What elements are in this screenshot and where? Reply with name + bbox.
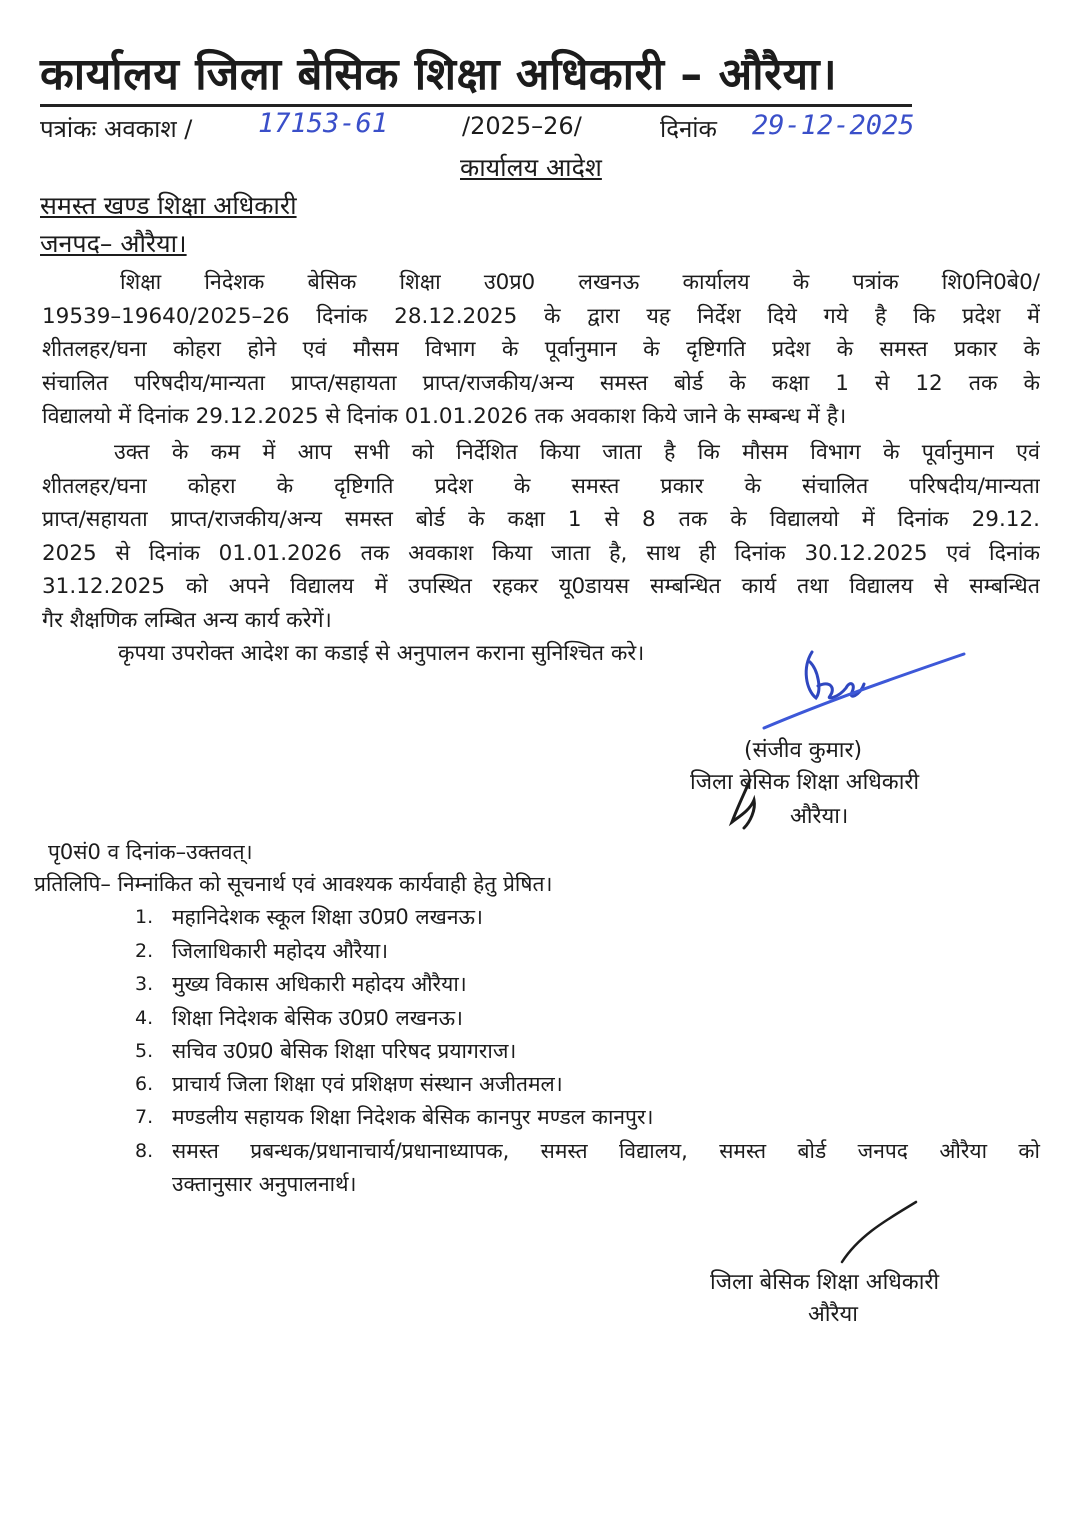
list-item-number: 2. [135,940,154,962]
signatory-place: औरैया। [790,804,849,829]
paragraph-line: उक्त के कम में आप सभी को निर्देशित किया जाता है कि मौसम विभाग के पूर्वानुमान एवं [114,440,1040,465]
paragraph-line: प्राप्त/सहायता प्राप्त/राजकीय/अन्य समस्त बोर्ड के कक्षा 1 से 8 तक के विद्यालयो में दिनांक 29.12. [42,507,1040,533]
list-item-text: मुख्य विकास अधिकारी महोदय औरैया। [172,972,467,996]
reference-number-handwritten: 17153-61 [258,108,389,139]
list-item-text: महानिदेशक स्कूल शिक्षा उ0प्र0 लखनऊ। [172,905,483,929]
paragraph-line: गैर शैक्षणिक लम्बित अन्य कार्य करेगें। [42,607,332,633]
body-paragraph-2 [42,436,1040,638]
date-handwritten: 29-12-2025 [752,110,915,141]
list-item-number: 4. [135,1007,154,1029]
paragraph-line: शीतलहर/घना कोहरा होने एवं मौसम विभाग के पूर्वानुमान के दृष्टिगति प्रदेश के समस्त प्रकार के [42,337,1040,363]
list-item-text: सचिव उ0प्र0 बेसिक शिक्षा परिषद प्रयागराज। [172,1039,517,1063]
copy-intro: प्रतिलिपि– निम्नांकित को सूचनार्थ एवं आवश्यक कार्यवाही हेतु प्रेषित। [34,872,553,896]
list-item-number: 7. [135,1106,154,1128]
addressee-line-2: जनपद– औरैया। [40,229,187,258]
list-item-number: 6. [135,1073,154,1095]
list-item-number: 1. [135,906,154,928]
signatory-name: (संजीव कुमार) [744,738,863,763]
list-item-text: समस्त प्रबन्धक/प्रधानाचार्य/प्रधानाध्यापक, समस्त विद्यालय, समस्त बोर्ड जनपद औरैया को [172,1139,1040,1163]
reference-session: /2025–26/ [462,112,582,140]
copy-reference-line: पृ0सं0 व दिनांक–उक्तवत्। [48,840,253,864]
officer-signature [760,640,980,740]
signatory-designation: जिला बेसिक शिक्षा अधिकारी [690,770,920,795]
date-label: दिनांक [660,115,717,143]
list-item-text-continued: उक्तानुसार अनुपालनार्थ। [172,1172,357,1196]
paragraph-line: 2025 से दिनांक 01.01.2026 तक अवकाश किया जाता है, साथ ही दिनांक 30.12.2025 एवं दिनांक [42,540,1040,566]
footer-designation: जिला बेसिक शिक्षा अधिकारी [710,1270,940,1295]
paragraph-line: 19539–19640/2025–26 दिनांक 28.12.2025 के द्वारा यह निर्देश दिये गये है कि प्रदेश में [42,303,1040,329]
paragraph-line: संचालित परिषदीय/मान्यता प्राप्त/सहायता प्राप्त/राजकीय/अन्य समस्त बोर्ड के कक्षा 1 से 12 तक के [42,370,1040,396]
list-item-text: जिलाधिकारी महोदय औरैया। [172,939,389,963]
order-heading: कार्यालय आदेश [460,153,602,182]
body-paragraph-1 [42,266,1040,434]
footer-place: औरैया [808,1302,858,1327]
officer-initial-mark [720,776,780,836]
addressee-line-1: समस्त खण्ड शिक्षा अधिकारी [40,191,297,220]
list-item-number: 8. [135,1140,154,1162]
list-item-number: 5. [135,1040,154,1062]
paragraph-line: 31.12.2025 को अपने विद्यालय में उपस्थित रहकर यू0डायस सम्बन्धित कार्य तथा विद्यालय से सम्बन्धित [42,574,1040,600]
list-item-text: मण्डलीय सहायक शिक्षा निदेशक बेसिक कानपुर मण्डल कानपुर। [172,1105,654,1129]
paragraph-line: विद्यालयो में दिनांक 29.12.2025 से दिनांक 01.01.2026 तक अवकाश किये जाने के सम्बन्ध में है। [42,404,847,430]
body-paragraph-3: कृपया उपरोक्त आदेश का कडाई से अनुपालन कराना सुनिश्चित करे। [118,641,645,666]
list-item-number: 3. [135,973,154,995]
paragraph-line: शिक्षा निदेशक बेसिक शिक्षा उ0प्र0 लखनऊ कार्यालय के पत्रांक शि0नि0बे0/ [120,270,1040,295]
reference-label: पत्रांकः अवकाश / [40,115,193,143]
paragraph-line: शीतलहर/घना कोहरा के दृष्टिगति प्रदेश के समस्त प्रकार के संचालित परिषदीय/मान्यता [42,473,1040,499]
office-title: कार्यालय जिला बेसिक शिक्षा अधिकारी – औरैया। [40,42,912,107]
list-item-text: प्राचार्य जिला शिक्षा एवं प्रशिक्षण संस्थान अजीतमल। [172,1072,563,1096]
list-item-text: शिक्षा निदेशक बेसिक उ0प्र0 लखनऊ। [172,1006,464,1030]
footer-signature [830,1198,930,1268]
